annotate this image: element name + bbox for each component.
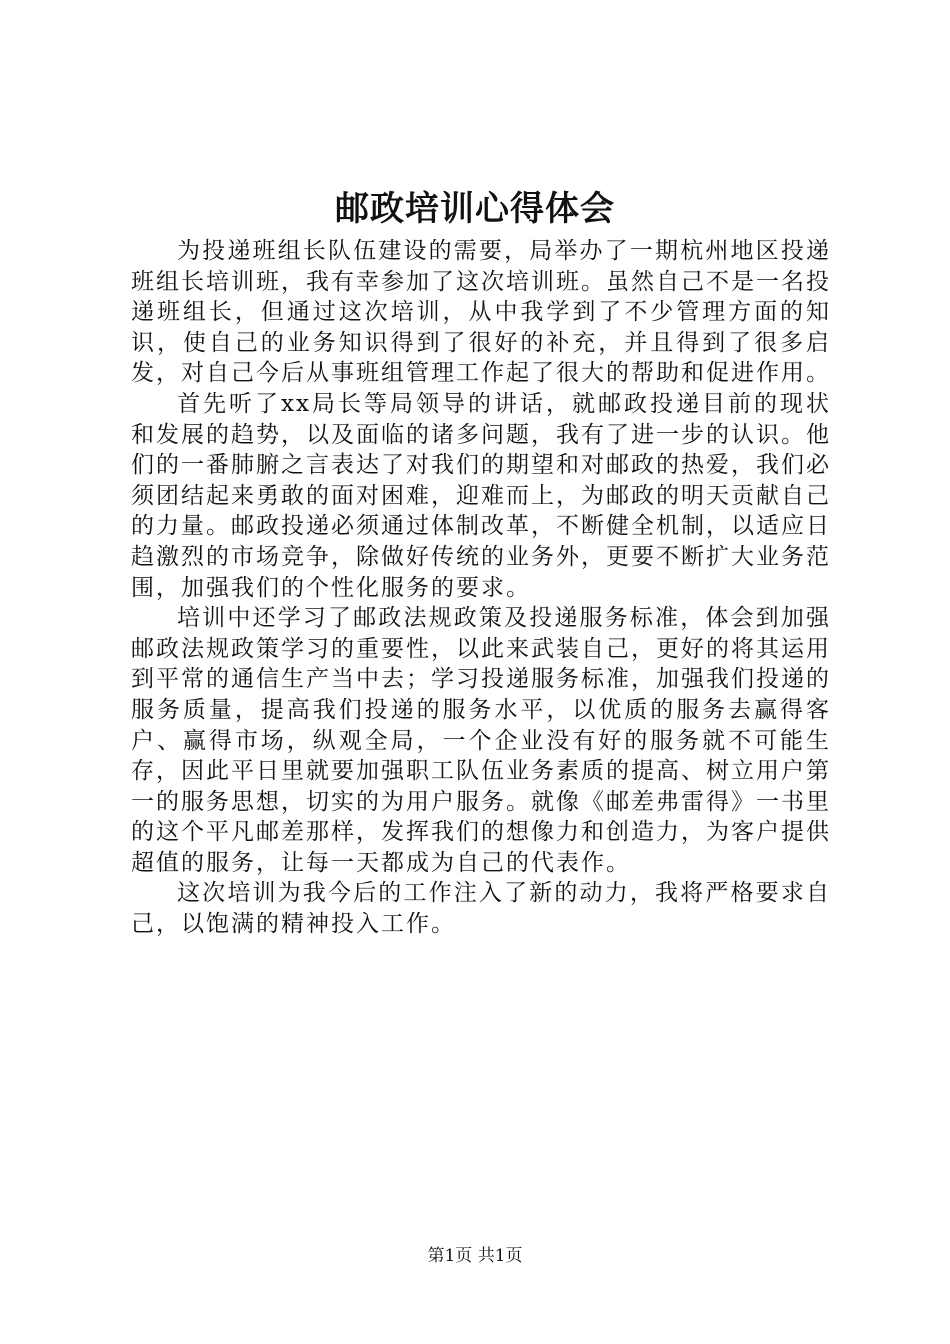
paragraph-3: 培训中还学习了邮政法规政策及投递服务标准，体会到加强邮政法规政策学习的重要性，以此来武装自己，更好的将其运用到平常的通信生产当中去；学习投递服务标准，加强我们投递的服务质量，提高我们投递的服务水平，以优质的服务去赢得客户、赢得市场，纵观全局，一个企业没有好的服务就不可能生存，因此平日里就要加强职工队伍业务素质的提高、树立用户第一的服务思想，切实的为用户服务。就像《邮差弗雷得》一书里的这个平凡邮差那样，发挥我们的想像力和创造力，为客户提供超值的服务，让每一天都成为自己的代表作。 xyxy=(131,605,831,876)
paragraph-1: 为投递班组长队伍建设的需要，局举办了一期杭州地区投递班组长培训班，我有幸参加了这次培训班。虽然自己不是一名投递班组长，但通过这次培训，从中我学到了不少管理方面的知识，使自己的业务知识得到了很好的补充，并且得到了很多启发，对自己今后从事班组管理工作起了很大的帮助和促进作用。 xyxy=(131,238,831,387)
document-body xyxy=(131,236,831,940)
paragraph-2: 首先听了xx局长等局领导的讲话，就邮政投递目前的现状和发展的趋势，以及面临的诸多问题，我有了进一步的认识。他们的一番肺腑之言表达了对我们的期望和对邮政的热爱，我们必须团结起来勇敢的面对困难，迎难而上，为邮政的明天贡献自己的力量。邮政投递必须通过体制改革，不断健全机制，以适应日趋激烈的市场竞争，除做好传统的业务外，更要不断扩大业务范围，加强我们的个性化服务的要求。 xyxy=(131,390,831,601)
page-footer: 第1页 共1页 xyxy=(427,1246,523,1266)
document-title: 邮政培训心得体会 xyxy=(335,189,615,229)
paragraph-4: 这次培训为我今后的工作注入了新的动力，我将严格要求自己，以饱满的精神投入工作。 xyxy=(131,880,831,938)
